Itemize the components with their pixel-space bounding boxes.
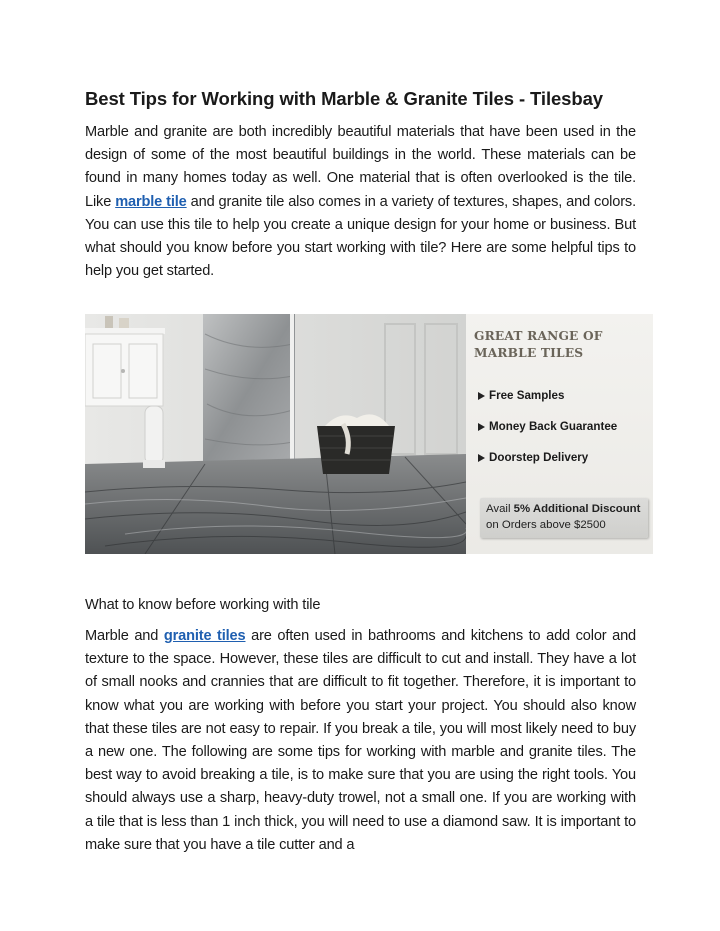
feature-money-back-guarantee [478,420,617,433]
promo-heading: GREAT RANGE OF MARBLE TILES [474,329,603,360]
intro-paragraph [85,121,636,283]
discount-prefix: Avail [486,503,514,515]
play-arrow-icon [478,423,485,431]
intro-text-before: Marble and granite are both incredibly beautiful materials that have been used in the design of some of the most beautiful buildings in the world. These materials can be found in many homes today as well. One material that is often overlooked is the tile. Like [85,124,636,210]
discount-line-1 [486,503,640,515]
discount-highlight: 5% Additional Discount [513,503,641,515]
feature-label: Doorstep Delivery [489,451,589,464]
section-text-after: are often used in bathrooms and kitchens to add color and texture to the space. However, these tiles are difficult to cut and install. They have a lot of small nooks and crannies that are difficult to fit together. Therefore, it is important to know what you are working with before you start your project. You should also know that these tiles are not easy to repair. If you break a tile, you will most likely need to buy a new one. The following are some tips for working with marble and granite tiles. The best way to avoid breaking a tile, is to make sure that you are using the right tools. You should always use a sharp, heavy-duty trowel, not a small one. If you are working with a tile that is less than 1 inch thick, you will need to use a diamond saw. It is important to make sure that you have a tile cutter and a [85,628,637,853]
promo-banner[interactable] [85,314,653,554]
play-arrow-icon [478,454,485,462]
granite-tiles-link[interactable]: granite tiles [163,628,246,644]
intro-text-after: and granite tile also comes in a variety of textures, shapes, and colors. You can use this tile to help you create a unique design for your home or business. But what should you know before you start working with tile? Here are some helpful tips to help you get started. [85,193,636,280]
feature-doorstep-delivery [478,451,588,464]
discount-line-2: on Orders above $2500 [486,519,606,531]
marble-tile-link[interactable]: marble tile [115,193,187,210]
feature-free-samples [478,389,564,402]
bathroom-marble-photo [85,314,466,554]
play-arrow-icon [478,392,485,400]
feature-label: Free Samples [489,389,565,402]
section-text-before: Marble and [85,628,164,644]
article-title: Best Tips for Working with Marble & Granite Tiles - Tilesbay [85,88,603,109]
discount-badge [480,498,648,538]
promo-panel [466,314,653,554]
section-paragraph [85,625,636,857]
feature-label: Money Back Guarantee [489,420,618,433]
section-heading: What to know before working with tile [85,597,321,613]
